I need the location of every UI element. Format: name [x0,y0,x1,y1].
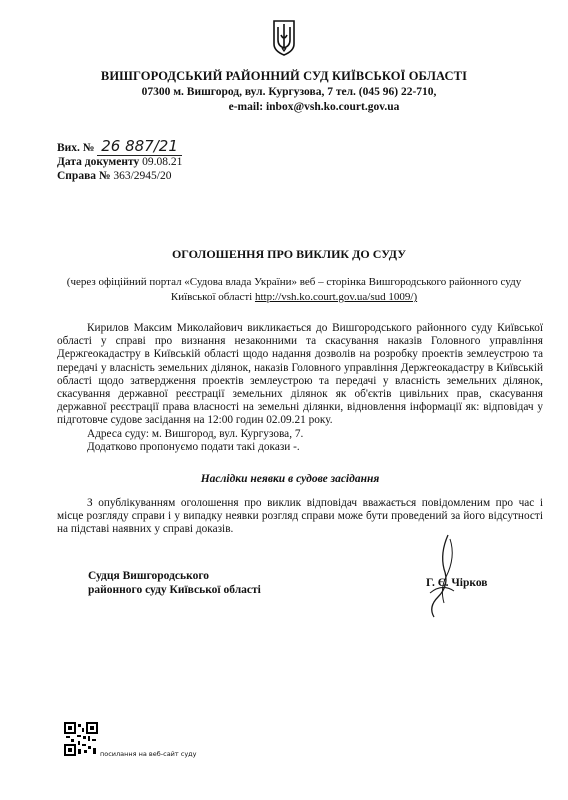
court-name: ВИШГОРОДСЬКИЙ РАЙОННИЙ СУД КИЇВСЬКОЇ ОБЛАСТІ [100,69,468,83]
consequences-title: Наслідки неявки в судове засідання [200,473,380,485]
portal-line-1: (через офіційний портал «Судова влада України» веб – сторінка Вишгородського районного суду [66,276,522,288]
consequences-block [57,497,543,537]
judge-role-line-2: районного суду Київської області [88,584,261,596]
document-date-value: 09.08.21 [142,156,183,168]
judge-role-line-1: Судця Вишгородського [88,570,210,582]
court-email: e-mail: inbox@vsh.ko.court.gov.ua [228,101,400,113]
outgoing-number-row [57,137,182,155]
evidence-line: Додатково пропонуємо подати такі докази -. [87,440,300,453]
portal-link[interactable]: http://vsh.ko.court.gov.ua/sud 1009/) [254,291,418,303]
consequences-text: З опублікуванням оголошення про виклик відповідач вважається повідомленим про час і місце розгляду справи і у випадку неявки розгляд справи може бути проведений за його відсутності на підставі наявних у справі доказів. [57,497,543,536]
court-address: 07300 м. Вишгород, вул. Кургузова, 7 тел. (045 96) 22-710, [141,86,437,98]
case-number-row [57,170,171,182]
outgoing-label: Вих. № [57,142,95,154]
main-paragraph: Кирилов Максим Миколайович викликається до Вишгородського районного суду Київської області у справі про визнання незаконними та скасування наказів Головного управління Держгеокадастру в Київській області щодо надання дозволів на розробку проектів землеустрою та передачі у власність земельних ділянок, наказів Головного управління Держгеокадастру в Київській області щодо затвердження проектів землеустрою та передачі у власність земельних ділянок, скасування державної реєстрації земельних ділянок як об'єктів цивільних прав, скасування державної реєстрації права власності на земельні ділянки, відновлення інформації як: відповідач у підготовче судове засідання на 12:00 годин 02.09.21 року. [57,322,543,427]
court-address-line: Адреса суду: м. Вишгород, вул. Кургузова, 7. [87,427,304,440]
document-date-label: Дата документу [57,156,140,168]
case-label: Справа № [57,170,111,182]
coat-of-arms-emblem [273,20,295,56]
portal-line-2-prefix: Київської області [170,291,255,303]
main-body [57,322,543,454]
case-number-value: 363/2945/20 [113,170,172,182]
document-date-row [57,156,182,168]
notice-title: ОГОЛОШЕННЯ ПРО ВИКЛИК ДО СУДУ [171,247,407,261]
judge-name: Г. Є. Чірков [426,577,488,589]
qr-code[interactable] [64,722,98,756]
portal-line-2 [0,291,568,303]
outgoing-number-handwritten: 26 887/21 [97,137,182,156]
qr-caption: посилання на веб-сайт суду [100,750,197,758]
